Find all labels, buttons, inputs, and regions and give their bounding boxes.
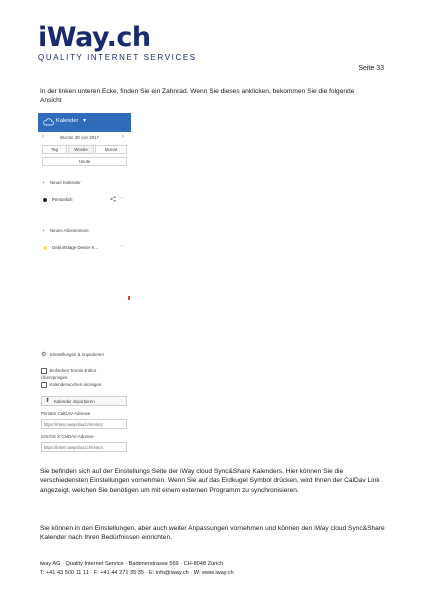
settings-label: Einstellungen & Importieren (50, 352, 104, 357)
simple-editor-label: Einfachen Termin-Editor (49, 368, 97, 373)
gear-icon: ⚙ (41, 352, 47, 358)
page-number: Seite 33 (358, 65, 384, 72)
simple-editor-checkbox[interactable] (41, 368, 96, 374)
tab-day[interactable]: Tag (42, 145, 67, 154)
share-icon[interactable] (110, 196, 116, 202)
calendar-name: Persönlich (52, 197, 73, 202)
customize-paragraph: Sie können in den Einstellungen, aber auch weiter Anpassungen vornehmen und können den iWay cloud Sync&Share Kalender nach Ihren Bedürfnissen einrichten. (40, 525, 385, 542)
primary-caldav-field[interactable]: https://intern.iwaycloud.ch/remot (41, 419, 127, 429)
prev-week-icon[interactable]: ‹ (42, 134, 44, 140)
ios-caldav-field[interactable]: https://intern.iwaycloud.ch/remot (41, 442, 127, 452)
plus-icon: + (42, 180, 45, 185)
week-label[interactable]: Woche 38 von 2017 (60, 135, 99, 140)
week-numbers-label: Kalenderwochen anzeigen (49, 382, 102, 387)
calendar-color-dot (43, 198, 47, 202)
new-calendar-label: Neuer Kalender (50, 180, 81, 185)
today-button[interactable]: Heute (42, 157, 127, 166)
primary-caldav-label: Primäre CalDAV-Adresse (41, 411, 91, 416)
more-icon[interactable]: ··· (120, 243, 124, 249)
new-subscription-button[interactable] (42, 228, 89, 233)
footer-address: iway AG · Quality Internet Service · Badenerstrasse 569 · CH-8048 Zürich (40, 561, 224, 567)
intro-paragraph: In der linken unteren Ecke, finden Sie ein Zahnrad. Wenn Sie dieses anklicken, bekommen Sie die folgende Ansicht (40, 88, 355, 105)
skip-label: Überspringen (41, 375, 68, 380)
cloud-icon (43, 118, 54, 126)
import-calendar-button[interactable] (41, 396, 127, 406)
tab-month[interactable]: Monat (95, 145, 127, 154)
page-footer (40, 560, 234, 578)
plus-icon: + (42, 228, 45, 233)
import-label: Kalender importieren (54, 399, 95, 404)
ios-caldav-label: iOS/OS X CalDAV-Adresse (41, 434, 94, 439)
new-calendar-button[interactable] (42, 180, 81, 185)
app-title: Kalender (56, 118, 79, 124)
calendar-header-bar[interactable] (38, 113, 131, 132)
week-numbers-checkbox[interactable] (41, 382, 101, 388)
logo-tagline: QUALITY INTERNET SERVICES (38, 53, 197, 62)
chevron-down-icon[interactable]: ▾ (83, 118, 87, 124)
upload-icon: ⬆ (45, 398, 51, 404)
calendar-name: Geburtstage Deiner K... (52, 245, 99, 250)
new-subscription-label: Neues Abonnement (50, 228, 89, 233)
calendar-color-dot (43, 246, 47, 250)
logo-word: iWay.ch (38, 22, 151, 53)
more-icon[interactable]: ··· (120, 195, 124, 201)
week-navigator (38, 133, 131, 143)
checkbox[interactable] (41, 368, 47, 374)
calendar-screenshot (38, 113, 131, 455)
tab-week[interactable]: Woche (68, 145, 94, 154)
footer-contact: T: +41 43 500 11 11 · F: +41 44 271 35 35 · E: info@iway.ch · W: www.iway.ch (40, 570, 234, 576)
scrollbar-marker (128, 296, 130, 300)
iway-logo (38, 24, 197, 62)
next-week-icon[interactable]: › (122, 134, 124, 140)
settings-paragraph: Sie befinden sich auf der Einstellungs Seite der iWay cloud Sync&Share Kalenders. Hier können Sie die verschiedensten Einstellungen vornehmen. Wenn Sie auf das Erdkugel Symbol drücken, wird Ihnen der CalDav Link angezeigt, welchen Sie benötigen um mit einem externen Programm zu synchronisieren. (40, 468, 380, 494)
checkbox[interactable] (41, 382, 47, 388)
